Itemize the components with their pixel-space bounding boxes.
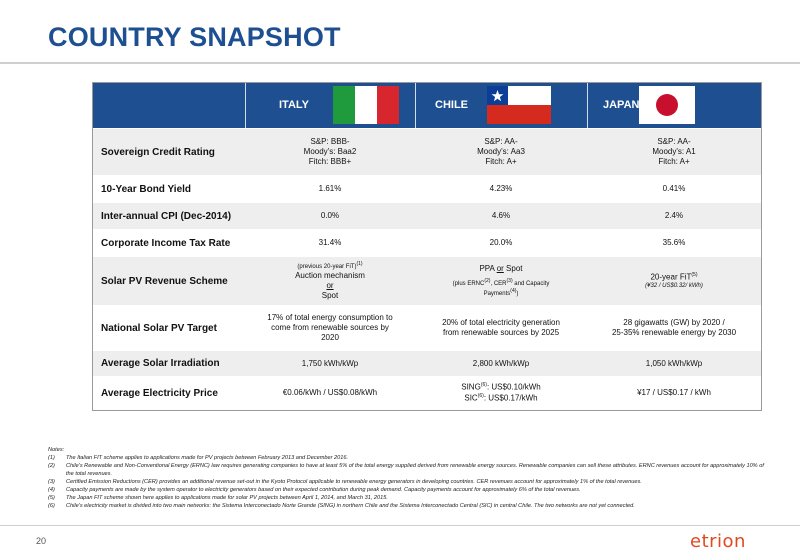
cell-line: Fitch: BBB+ [308, 157, 352, 166]
cell-line: come from renewable sources by [271, 323, 389, 332]
footnote-ref: (1) [356, 260, 363, 267]
cell-line: Fitch: A+ [485, 157, 517, 166]
cell-chile-target [415, 306, 587, 350]
header-divider [587, 83, 588, 128]
footnote-number: (6) [48, 502, 55, 509]
row-label: Average Solar Irradiation [101, 358, 220, 369]
header-divider [415, 83, 416, 128]
cell-chile-bond: 4.23% [489, 184, 513, 193]
cell-chile-scheme [415, 257, 587, 305]
cell-line: Spot [321, 291, 339, 301]
cell-japan-bond: 0.41% [662, 184, 686, 193]
table-row-tax-rate [93, 230, 761, 257]
cell-line: S&P: AA- [484, 137, 518, 146]
cell-line: from renewable sources by 2025 [442, 328, 560, 337]
scheme-spot: Spot [506, 263, 523, 273]
cell-japan-credit [587, 129, 761, 175]
cell-line [650, 272, 697, 283]
price-network: SING [461, 383, 481, 392]
footnote-ref: (4) [510, 288, 517, 294]
cell-line: S&P: BBB- [310, 137, 350, 146]
row-label: National Solar PV Target [101, 322, 217, 334]
cell-line [461, 382, 541, 393]
cell-italy-scheme [245, 257, 415, 305]
scheme-note-part: Payments [483, 291, 511, 297]
footnote-text: Chile's electricity market is divided into two main networks: the Sistema Interconectado Norte Grande (SING) in northern Chile and the Sistema Interconectado Central (SIC) in central Chile. The two networks are not yet connected. [66, 502, 635, 509]
cell-japan-target [587, 306, 761, 350]
japan-flag-icon [639, 86, 695, 124]
cell-japan-tax: 35.6% [662, 238, 686, 247]
cell-japan-cpi: 2.4% [664, 211, 684, 220]
footnote-text: The Japan FIT scheme shown here applies to applications made for solar PV projects between April 1, 2014, and March 31, 2015. [66, 494, 388, 501]
footnote-text: Capacity payments are made by the system operator to electricity generators based on their expected contribution during peak demand. Capacity payments account for approximately 6% of the total revenues. [66, 486, 581, 493]
cell-line: 2020 [321, 333, 339, 342]
footnote-number: (3) [48, 478, 55, 485]
footnote-number: (5) [48, 494, 55, 501]
cell-chile-irradiation: 2,800 kWh/kWp [472, 358, 530, 368]
scheme-ppa: PPA [479, 263, 495, 273]
row-label: Average Electricity Price [101, 387, 218, 399]
price-network: SIC [464, 393, 478, 403]
cell-chile-tax: 20.0% [489, 238, 513, 247]
header-divider [245, 83, 246, 128]
cell-line [297, 261, 362, 272]
row-label: Corporate Income Tax Rate [101, 237, 231, 249]
cell-line [479, 264, 522, 274]
cell-italy-price: €0.06/kWh / US$0.08/kWh [282, 388, 378, 397]
cell-line: or [326, 281, 334, 291]
etrion-logo: etrion [690, 531, 746, 552]
cell-line: Auction mechanism [295, 271, 365, 281]
footnote-ref: (2) [484, 277, 491, 284]
scheme-previous-fit: (previous 20-year FiT) [297, 263, 357, 270]
cell-italy-cpi: 0.0% [320, 211, 340, 220]
footnote-item [48, 495, 768, 503]
cell-japan-price: ¥17 / US$0.17 / kWh [637, 388, 711, 397]
cell-japan-irradiation: 1,050 kWh/kWp [645, 358, 703, 368]
table-row-solar-target [93, 306, 761, 351]
cell-line [464, 393, 537, 404]
scheme-or: or [496, 263, 504, 273]
footnote-item [48, 503, 768, 511]
cell-chile-cpi: 4.6% [491, 211, 511, 220]
table-row-bond-yield [93, 176, 761, 203]
cell-chile-credit [415, 129, 587, 175]
page-title: COUNTRY SNAPSHOT [48, 22, 341, 52]
scheme-note-part: ) [516, 291, 519, 297]
cell-line: S&P: AA- [657, 137, 691, 146]
page-number: 20 [36, 536, 47, 546]
row-label: 10-Year Bond Yield [101, 183, 192, 195]
cell-italy-bond: 1.61% [318, 184, 342, 193]
footnote-item [48, 479, 768, 487]
column-header-italy: ITALY [279, 99, 309, 111]
footnote-number: (2) [48, 462, 55, 469]
footnote-number: (1) [48, 454, 55, 461]
table-row-revenue-scheme [93, 257, 761, 306]
scheme-fit: 20-year FiT [650, 272, 692, 282]
footnotes [48, 447, 768, 511]
column-header-japan: JAPAN [603, 99, 640, 111]
footnote-ref: (3) [506, 277, 513, 284]
cell-line: 28 gigawatts (GW) by 2020 / [623, 318, 725, 327]
table-row-electricity-price [93, 377, 761, 409]
cell-line: 20% of total electricity generation [442, 318, 560, 327]
scheme-note-part: , CER [490, 280, 507, 287]
table-row-credit-rating [93, 129, 761, 176]
footnote-item [48, 463, 768, 479]
scheme-note-part: (plus ERNC [452, 280, 485, 287]
cell-japan-scheme [587, 257, 761, 305]
notes-heading: Notes: [48, 447, 65, 453]
cell-line: Fitch: A+ [658, 157, 690, 166]
footnote-text: The Italian FIT scheme applies to applications made for PV projects between February 2013 and December 2016. [66, 454, 349, 461]
footnote-ref: (6) [477, 393, 484, 399]
footnote-ref: (5) [691, 271, 698, 278]
table-row-cpi [93, 203, 761, 230]
cell-line: Moody's: A1 [652, 147, 696, 156]
price-value: : US$0.10/kWh [486, 383, 541, 392]
cell-line [453, 278, 550, 289]
cell-italy-irradiation: 1,750 kWh/kWp [301, 358, 359, 368]
cell-line [484, 288, 519, 299]
cell-line: Moody's: Baa2 [303, 147, 357, 156]
cell-line: Moody's: Aa3 [477, 147, 525, 156]
footnote-text: Certified Emission Reductions (CER) provides an additional revenue set-out in the Kyoto Protocol applicable to renewable energy generators in developing countries. CER revenues account for approximately 1% of the total revenues. [66, 478, 642, 485]
cell-italy-target [245, 306, 415, 350]
title-divider [0, 62, 800, 64]
footnote-number: (4) [48, 486, 55, 493]
column-header-chile: CHILE [435, 99, 468, 111]
footnote-item [48, 487, 768, 495]
row-label: Solar PV Revenue Scheme [101, 275, 228, 287]
table-header [93, 83, 761, 129]
table-row-irradiation [93, 351, 761, 377]
cell-line: 25-35% renewable energy by 2030 [611, 328, 737, 337]
cell-line: 17% of total energy consumption to [267, 313, 393, 322]
italy-flag-icon [333, 86, 399, 124]
row-label: Sovereign Credit Rating [101, 146, 215, 158]
footer-divider [0, 525, 800, 526]
cell-italy-credit [245, 129, 415, 175]
cell-line: (¥32 / US$0.32/ kWh) [645, 282, 703, 289]
footnote-item [48, 455, 768, 463]
country-comparison-table [92, 82, 762, 411]
cell-chile-price [415, 377, 587, 409]
footnote-ref: (6) [480, 382, 487, 389]
cell-italy-tax: 31.4% [318, 238, 342, 247]
footnote-text: Chile's Renewable and Non-Conventional Energy (ERNC) law requires generating companies to have at least 5% of the total energy supplied derived from renewable energy sources. Renewable companies can sell these attributes. ERNC revenues account for approximately 10% of the total revenues. [66, 462, 764, 477]
scheme-note-part: and Capacity [512, 280, 550, 287]
price-value: : US$0.17/kWh [483, 393, 538, 403]
chile-flag-icon [487, 86, 551, 124]
row-label: Inter-annual CPI (Dec-2014) [101, 210, 232, 222]
